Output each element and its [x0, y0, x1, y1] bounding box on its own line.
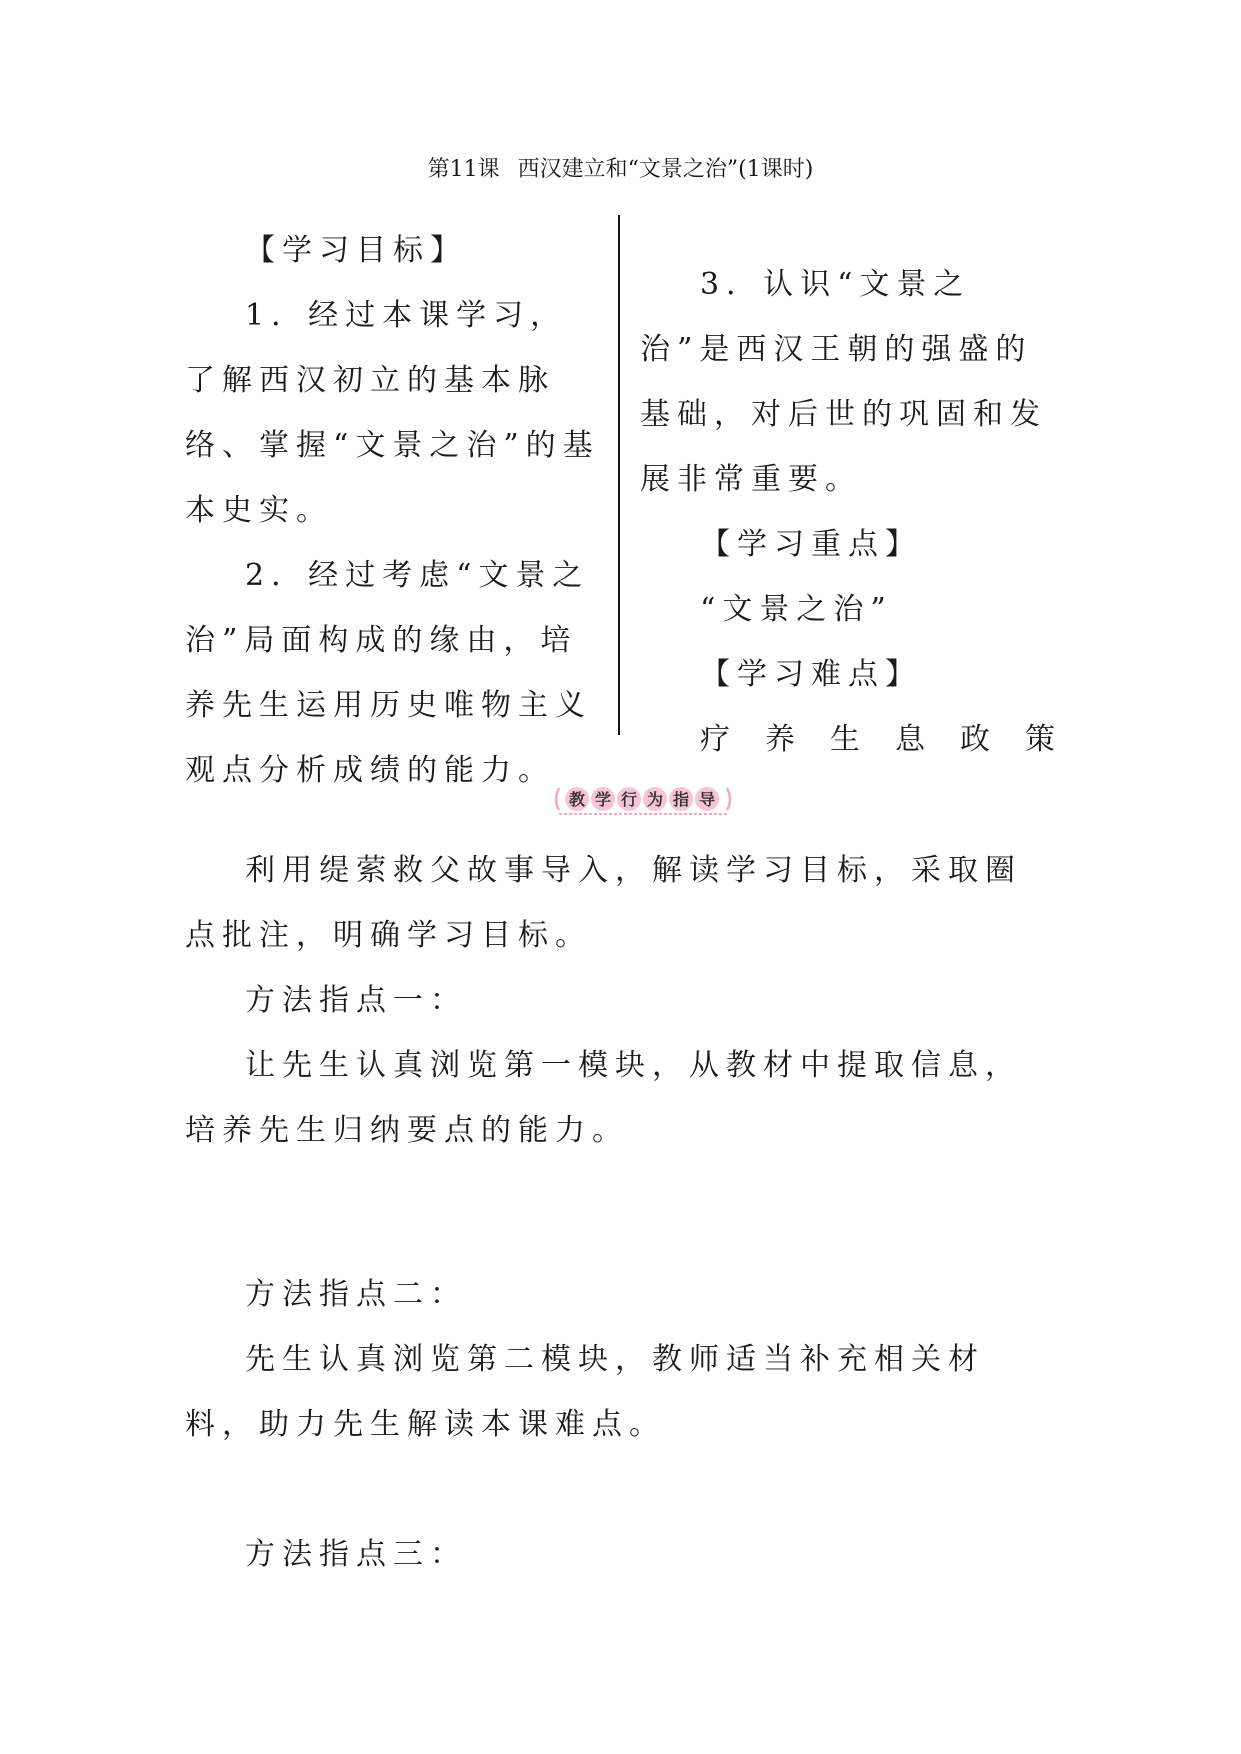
badge-char: 教 [568, 790, 586, 809]
badge-char-bubble-6 [695, 787, 719, 811]
method-3-heading: 方法指点三： [245, 1537, 467, 1572]
method-3-section [185, 1522, 1055, 1587]
badge-char-bubble-1 [565, 787, 589, 811]
difficulty-char: 生 [830, 722, 860, 757]
method-2-heading: 方法指点二： [245, 1277, 467, 1312]
objective-item-3: 3．认识“文景之治”是西汉王朝的强盛的基础，对后世的巩固和发展非常重要。 [640, 267, 1047, 497]
key-point-heading: 【学习重点】 [700, 527, 922, 562]
badge-char-bubble-2 [591, 787, 615, 811]
column-divider [618, 215, 620, 735]
difficulty-char: 养 [765, 722, 795, 757]
left-column [185, 218, 600, 803]
badge-char-bubble-3 [617, 787, 641, 811]
difficulty-char: 政 [960, 722, 990, 757]
badge-char: 学 [594, 790, 612, 809]
difficulty-text [640, 707, 1055, 772]
method-1-section [185, 968, 1055, 1163]
badge-char: 行 [620, 790, 638, 809]
badge-char: 为 [646, 790, 664, 809]
difficulty-char: 疗 [700, 722, 730, 757]
teaching-guide-badge [553, 784, 733, 816]
method-1-heading: 方法指点一： [245, 983, 467, 1018]
difficulty-char: 息 [895, 722, 925, 757]
difficulty-char: 策 [1025, 722, 1055, 757]
objectives-heading: 【学习目标】 [245, 233, 467, 268]
badge-char-bubble-5 [669, 787, 693, 811]
difficulty-heading: 【学习难点】 [700, 657, 922, 692]
right-column [640, 252, 1055, 772]
badge-char-bubble-4 [643, 787, 667, 811]
method-2-text: 先生认真浏览第二模块，教师适当补充相关材料，助力先生解读本课难点。 [185, 1342, 985, 1442]
badge-char: 导 [698, 790, 716, 809]
method-2-section [185, 1262, 1055, 1457]
intro-text: 利用缇萦救父故事导入，解读学习目标，采取圈点批注，明确学习目标。 [185, 853, 1022, 953]
intro-paragraph [185, 838, 1055, 968]
objective-item-1: 1．经过本课学习，了解西汉初立的基本脉络、掌握“文景之治”的基本史实。 [185, 298, 600, 528]
objective-item-2: 2．经过考虑“文景之治”局面构成的缘由，培养先生运用历史唯物主义观点分析成绩的能力。 [185, 558, 592, 788]
lesson-number: 第11课 [427, 157, 500, 182]
lesson-title: 西汉建立和“文景之治”(1课时) [517, 157, 814, 182]
badge-char: 指 [672, 790, 690, 809]
page-title [0, 152, 1241, 183]
method-1-text: 让先生认真浏览第一模块，从教材中提取信息，培养先生归纳要点的能力。 [185, 1048, 1022, 1148]
key-point-text: “文景之治” [700, 592, 893, 627]
